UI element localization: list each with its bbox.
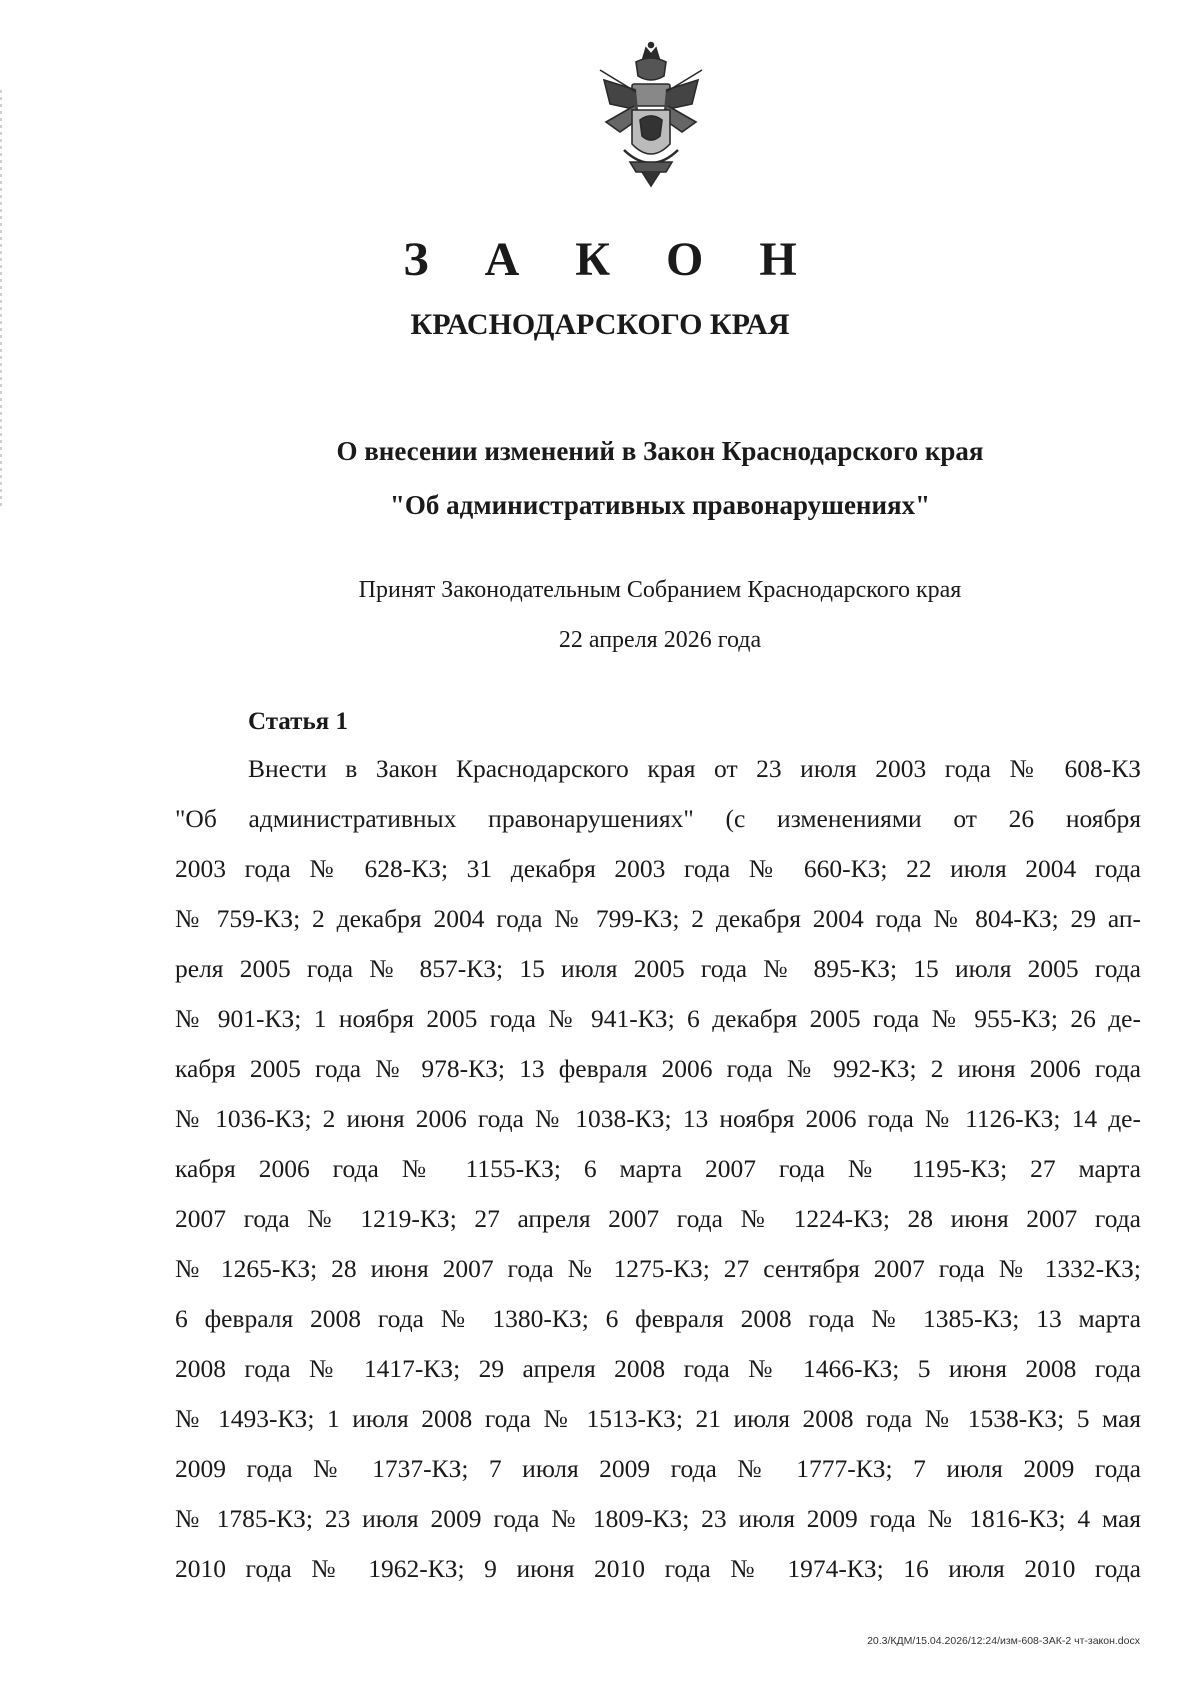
- scan-edge-artifact: [0, 90, 2, 510]
- body-line: № 1785-КЗ; 23 июля 2009 года № 1809-КЗ; 23 июля 2009 года № 1816-КЗ; 4 мая: [175, 1504, 1141, 1533]
- body-line: № 1493-КЗ; 1 июля 2008 года № 1513-КЗ; 21 июля 2008 года № 1538-КЗ; 5 мая: [175, 1404, 1141, 1433]
- body-line: "Об административных правонарушениях" (с изменениями от 26 ноября: [175, 804, 1141, 833]
- body-line: кабря 2005 года № 978-КЗ; 13 февраля 2006 года № 992-КЗ; 2 июня 2006 года: [175, 1054, 1141, 1083]
- body-line: 6 февраля 2008 года № 1380-КЗ; 6 февраля 2008 года № 1385-КЗ; 13 марта: [175, 1304, 1141, 1333]
- law-name-line-1: О внесении изменений в Закон Краснодарского края: [336, 436, 984, 466]
- law-name: [180, 424, 1140, 532]
- footer-file-code: 20.3/КДМ/15.04.2026/12:24/изм-608-ЗАК-2 чт-закон.docx: [867, 1635, 1140, 1647]
- body-line: № 759-КЗ; 2 декабря 2004 года № 799-КЗ; 2 декабря 2004 года № 804-КЗ; 29 ап-: [175, 904, 1141, 933]
- body-line: кабря 2006 года № 1155-КЗ; 6 марта 2007 года № 1195-КЗ; 27 марта: [175, 1154, 1141, 1183]
- article-body: [175, 744, 1141, 1594]
- adoption-info: [180, 565, 1140, 665]
- body-line: № 1265-КЗ; 28 июня 2007 года № 1275-КЗ; 27 сентября 2007 года № 1332-КЗ;: [175, 1254, 1141, 1283]
- body-line: № 901-КЗ; 1 ноября 2005 года № 941-КЗ; 6 декабря 2005 года № 955-КЗ; 26 де-: [175, 1004, 1141, 1033]
- law-title: З А К О Н: [403, 233, 819, 286]
- body-line: реля 2005 года № 857-КЗ; 15 июля 2005 года № 895-КЗ; 15 июля 2005 года: [175, 954, 1141, 983]
- body-line: Внести в Закон Краснодарского края от 23 июля 2003 года № 608-КЗ: [248, 754, 1141, 783]
- coat-of-arms-icon: [596, 40, 706, 190]
- article-heading: Статья 1: [248, 708, 348, 735]
- law-region: КРАСНОДАРСКОГО КРАЯ: [410, 308, 790, 341]
- body-line: 2009 года № 1737-КЗ; 7 июля 2009 года № 1777-КЗ; 7 июля 2009 года: [175, 1454, 1141, 1483]
- body-line: 2010 года № 1962-КЗ; 9 июня 2010 года № 1974-КЗ; 16 июля 2010 года: [175, 1554, 1141, 1583]
- body-line: 2003 года № 628-КЗ; 31 декабря 2003 года № 660-КЗ; 22 июля 2004 года: [175, 854, 1141, 883]
- body-line: 2007 года № 1219-КЗ; 27 апреля 2007 года № 1224-КЗ; 28 июня 2007 года: [175, 1204, 1141, 1233]
- body-line: 2008 года № 1417-КЗ; 29 апреля 2008 года № 1466-КЗ; 5 июня 2008 года: [175, 1354, 1141, 1383]
- adoption-date: 22 апреля 2026 года: [558, 627, 762, 653]
- body-line: № 1036-КЗ; 2 июня 2006 года № 1038-КЗ; 13 ноября 2006 года № 1126-КЗ; 14 де-: [175, 1104, 1141, 1133]
- adoption-line-1: Принят Законодательным Собранием Краснодарского края: [358, 577, 962, 603]
- law-name-line-2: "Об административных правонарушениях": [389, 490, 931, 520]
